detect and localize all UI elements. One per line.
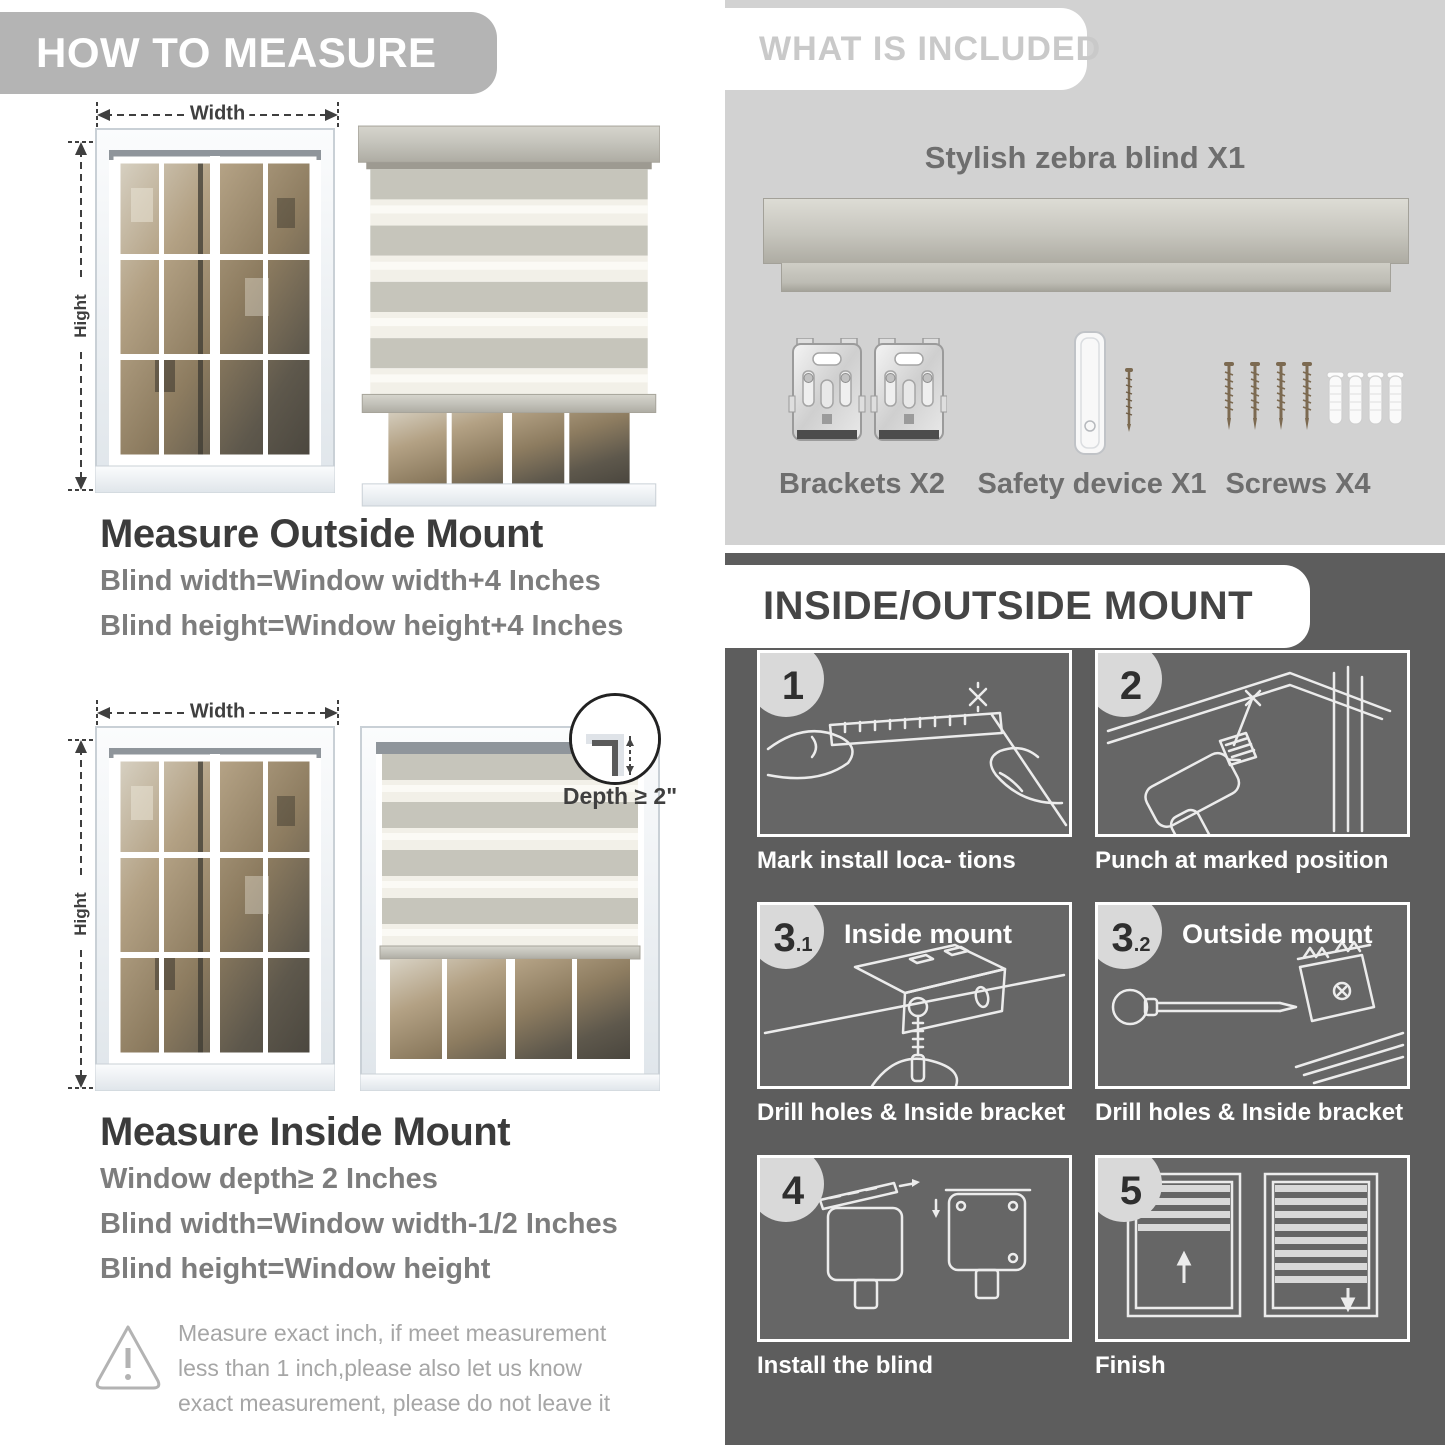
mount-instructions-panel [725, 553, 1445, 1445]
outside-formula-height: Blind height=Window height+4 Inches [100, 610, 624, 642]
step-5-caption: Finish [1095, 1352, 1166, 1379]
zebra-blind-outside-photo [358, 116, 660, 508]
mount-title: INSIDE/OUTSIDE MOUNT [763, 584, 1254, 628]
width-dimension-inside [95, 700, 340, 726]
bracket-icon [787, 338, 947, 448]
warning-triangle-icon [92, 1320, 164, 1396]
height-label: Hight [71, 290, 91, 341]
step-number: 1 [781, 664, 805, 708]
width-dimension-outside [95, 102, 340, 128]
what-is-included-title: WHAT IS INCLUDED [759, 29, 1102, 68]
blind-cassette-photo [763, 198, 1409, 264]
height-label: Hight [71, 888, 91, 939]
measure-note-text: Measure exact inch, if meet measurement less than 1 inch,please also let us know exact measurement, please do not leave it [178, 1320, 611, 1416]
step-4-caption: Install the blind [757, 1352, 934, 1379]
inside-mount-heading: Measure Inside Mount [100, 1110, 511, 1154]
inside-formula-width: Blind width=Window width-1/2 Inches [100, 1208, 618, 1240]
width-label: Width [186, 701, 249, 724]
step-3-2-title: Outside mount [1182, 919, 1373, 949]
how-to-measure-banner [0, 12, 497, 94]
step-2-caption: Punch at marked position [1095, 847, 1389, 874]
depth-magnifier-icon [569, 693, 661, 785]
inside-formula-height: Blind height=Window height [100, 1253, 491, 1285]
blind-bottom-rail-photo [781, 263, 1391, 292]
outside-formula-width: Blind width=Window width+4 Inches [100, 565, 601, 597]
step-number: 3 [773, 916, 796, 960]
brackets-label: Brackets X2 [778, 468, 946, 500]
outside-mount-heading: Measure Outside Mount [100, 512, 543, 556]
step-3-1-caption: Drill holes & Inside bracket [757, 1099, 1066, 1126]
screws-label: Screws X4 [1225, 468, 1371, 500]
how-to-measure-title: HOW TO MEASURE [36, 29, 437, 76]
step-number: 2 [1119, 664, 1143, 708]
step-3-1-panel [757, 902, 1072, 1089]
window-photo-outside [95, 128, 335, 493]
what-is-included-panel [725, 0, 1445, 545]
step-number: 5 [1119, 1169, 1143, 1213]
height-dimension-outside [68, 140, 94, 492]
step-4-panel [757, 1155, 1072, 1342]
step-number: 3 [1111, 916, 1134, 960]
step-1-caption: Mark install loca- tions [757, 847, 1016, 874]
step-subnumber: .1 [795, 933, 813, 956]
screws-icon [1217, 358, 1407, 438]
step-number: 4 [781, 1169, 805, 1213]
mount-banner [725, 565, 1310, 648]
step-3-1-title: Inside mount [844, 919, 1012, 949]
step-5-panel [1095, 1155, 1410, 1342]
step-3-2-panel [1095, 902, 1410, 1089]
safety-device-label: Safety device X1 [977, 468, 1207, 500]
safety-device-icon [1047, 330, 1147, 460]
step-2-panel [1095, 650, 1410, 837]
window-photo-inside [95, 726, 335, 1091]
width-label: Width [186, 103, 249, 126]
what-is-included-banner [725, 8, 1102, 90]
step-1-panel [757, 650, 1072, 837]
step-3-2-caption: Drill holes & Inside bracket [1095, 1099, 1404, 1126]
height-dimension-inside [68, 738, 94, 1090]
step-subnumber: .2 [1133, 933, 1151, 956]
inside-formula-depth: Window depth≥ 2 Inches [100, 1163, 438, 1195]
depth-requirement-label: Depth ≥ 2" [562, 783, 678, 809]
product-label: Stylish zebra blind X1 [924, 140, 1246, 175]
